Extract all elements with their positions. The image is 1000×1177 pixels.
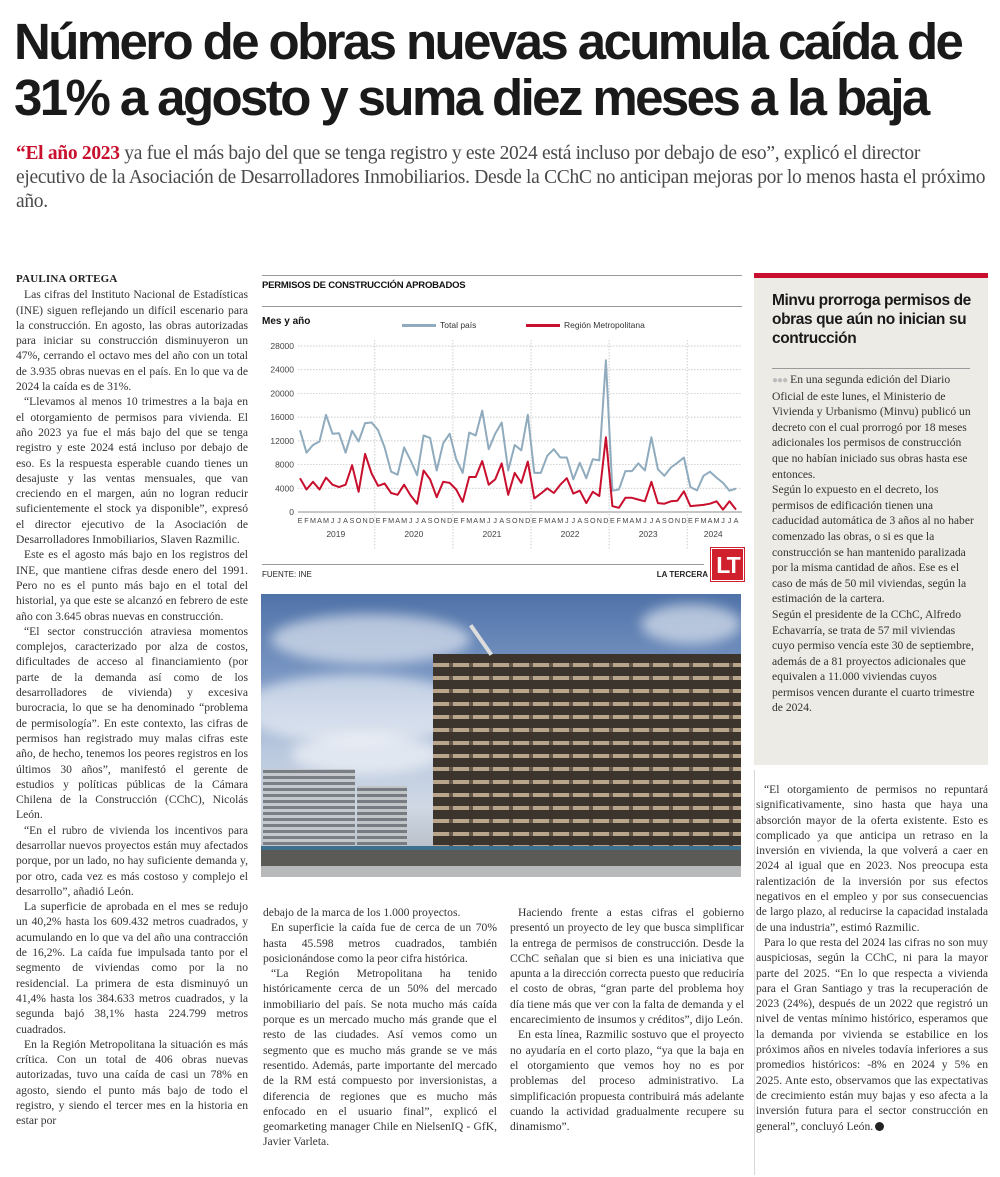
headline: Número de obras nuevas acumula caída de 31% a agosto y suma diez meses a la baja bbox=[14, 13, 962, 126]
svg-text:F: F bbox=[382, 516, 387, 525]
svg-text:J: J bbox=[493, 516, 498, 525]
svg-text:2020: 2020 bbox=[404, 529, 424, 539]
sidebar-body bbox=[772, 372, 977, 716]
sidebar-rule bbox=[772, 368, 970, 369]
background-tower bbox=[357, 786, 407, 854]
deck-subtitle bbox=[16, 142, 991, 214]
paragraph: “El sector construcción atraviesa momentos complejos, caracterizado por alza de costos, dificultades de acceso al financiamiento (por parte de la demanda así como de los desarrolladores de vivienda) y excesiva burocracia, lo que se ha denominado “problema de permisología”. En este contexto, las cifras de permisos han registrado muy malas cifras este año, de hecho, tenemos los peores registros en los últimos 30 años”, manifestó el gerente de estudios y políticas públicas de la Cámara Chilena de la Construcción (CChC), Nicolás León. bbox=[16, 624, 248, 822]
chart-permisos bbox=[262, 272, 746, 587]
paragraph: “En el rubro de vivienda los incentivos para desarrollar nuevos proyectos están muy afectados porque, por un lado, no hay suficiente demanda y, por otro, cada vez es más costoso y complejo el desarrollo”, añadió León. bbox=[16, 823, 248, 898]
legend-label: Total país bbox=[440, 320, 477, 330]
deck-text: ya fue el más bajo del que se tenga registro y este 2024 está incluso por debajo de eso”, explicó el director ejecutivo de la Asociación de Desarrolladores Inmobiliarios. Desde la CChC no anticipan mejoras por lo menos hasta el próximo año. bbox=[16, 143, 986, 212]
svg-text:O: O bbox=[355, 516, 362, 525]
paragraph: En la Región Metropolitana la situación es más crítica. Con un total de 406 obras nuevas autorizadas, tuvo una caída de casi un 78% en agosto, siendo el punto más bajo de todo el registro, y siendo el tercer mes en la historia en estar por bbox=[16, 1037, 248, 1128]
street-level bbox=[261, 846, 741, 877]
chart-brand: LA TERCERA bbox=[656, 570, 708, 579]
cloud bbox=[291, 734, 441, 774]
paragraph: Haciendo frente a estas cifras el gobierno presentó un proyecto de ley que busca simplificar la entrega de permisos de construcción. Desde la CChC señalan que si bien es una iniciativa que apunta a la dirección correcta puesto que reduciría el costo de obras, “gran parte del problema hoy día tiene más que ver con la falta de demanda y el encarecimiento de insumos y créditos”, dijo León. bbox=[510, 906, 744, 1027]
svg-text:E: E bbox=[375, 516, 381, 525]
svg-text:F: F bbox=[616, 516, 622, 525]
byline: PAULINA ORTEGA bbox=[16, 273, 118, 285]
svg-text:J: J bbox=[337, 516, 341, 525]
svg-text:2021: 2021 bbox=[482, 529, 502, 539]
svg-text:M: M bbox=[557, 516, 564, 525]
svg-text:J: J bbox=[408, 516, 413, 525]
svg-text:S: S bbox=[505, 516, 511, 525]
svg-text:2024: 2024 bbox=[703, 529, 723, 539]
background-tower bbox=[263, 769, 355, 854]
paragraph: Las cifras del Instituto Nacional de Estadísticas (INE) siguen reflejando un difícil escenario para la construcción. En agosto, las obras autorizadas para iniciar su construcción disminuyeron un 47%, cerrando el octavo mes del año con un total de 3.935 obras nuevas en el país. En lo que va de 2024 la caída es de 31%. bbox=[16, 288, 248, 394]
legend-swatch-rm bbox=[526, 324, 560, 327]
legend-total-pais bbox=[402, 320, 476, 330]
svg-text:A: A bbox=[343, 516, 348, 525]
svg-text:20000: 20000 bbox=[270, 388, 294, 399]
sidebar-paragraph: Según el presidente de la CChC, Alfredo Echavarría, se trata de 57 mil viviendas cuyo permiso vencía este 30 de septiembre, además de a 81 proyectos adicionales que equivalen a 11.000 viviendas cuyos permisos vencen durante el cuarto trimestre de 2024. bbox=[772, 607, 975, 715]
svg-text:16000: 16000 bbox=[270, 412, 294, 423]
svg-text:M: M bbox=[388, 516, 395, 525]
svg-text:D: D bbox=[525, 516, 531, 525]
deck-highlight: “El año 2023 bbox=[16, 143, 120, 164]
svg-text:M: M bbox=[700, 516, 707, 525]
svg-text:O: O bbox=[590, 516, 596, 525]
column-divider bbox=[754, 770, 755, 1175]
paragraph: Este es el agosto más bajo en los registros del INE, que mantiene cifras desde enero del 1991. Pero no es el punto más bajo en el total del historial, ya que este se alcanzó en febrero de este año con 3.645 obras nuevas en construcción. bbox=[16, 548, 248, 623]
svg-text:N: N bbox=[518, 516, 524, 525]
svg-text:J: J bbox=[721, 516, 725, 525]
svg-text:F: F bbox=[694, 516, 700, 525]
svg-text:28000: 28000 bbox=[270, 341, 294, 351]
svg-text:S: S bbox=[583, 516, 589, 525]
svg-text:E: E bbox=[531, 516, 537, 525]
svg-text:2022: 2022 bbox=[560, 529, 580, 539]
svg-text:F: F bbox=[538, 516, 543, 525]
sidebar-title: Minvu prorroga permisos de obras que aún no inician su contrucción bbox=[772, 292, 971, 347]
end-mark-icon bbox=[875, 1122, 884, 1131]
svg-text:S: S bbox=[427, 516, 433, 525]
svg-text:N: N bbox=[596, 516, 602, 525]
svg-text:N: N bbox=[674, 516, 681, 525]
building-under-construction bbox=[433, 654, 741, 849]
svg-text:A: A bbox=[395, 516, 401, 525]
svg-text:A: A bbox=[499, 516, 505, 525]
legend-region-metropolitana bbox=[526, 320, 645, 330]
sidebar-box bbox=[754, 273, 988, 765]
article-column-2 bbox=[263, 905, 497, 1150]
paragraph: La superficie de aprobada en el mes se redujo un 40,2% hasta los 609.432 metros cuadrados, y acumulando en lo que va del año una contracción de 16,2%. La caída fue impulsada tanto por el segmento de viviendas como por la no residencial. La primera de esta disminuyó un 41,4% hasta los 384.633 metros cuadrados, y la segunda bajó 38,1% hasta 224.799 metros cuadrados. bbox=[16, 900, 248, 1036]
svg-text:A: A bbox=[577, 516, 583, 525]
svg-text:J: J bbox=[649, 516, 654, 525]
bullet-dots-icon: ●●● bbox=[772, 375, 788, 386]
svg-text:J: J bbox=[415, 516, 419, 525]
svg-text:0: 0 bbox=[289, 507, 294, 517]
paragraph: “El otorgamiento de permisos no repuntará significativamente, sino hasta que haya una absorción mayor de la oferta existente. Esto es complicado ya que anticipa un retraso en la inversión en vivienda, la que volverá a caer en 2024 al igual que en 2023. Nos preocupa esta ralentización de la inversión por sus efectos negativos en el empleo y por sus consecuencias de largo plazo, al reducirse la capacidad instalada de una industria”, estimó Razmilic. bbox=[756, 783, 988, 934]
svg-text:A: A bbox=[317, 516, 322, 525]
svg-text:J: J bbox=[565, 516, 569, 525]
svg-text:2019: 2019 bbox=[326, 529, 346, 539]
svg-text:J: J bbox=[727, 516, 732, 525]
svg-text:A: A bbox=[551, 516, 557, 525]
cloud bbox=[641, 604, 741, 644]
svg-text:M: M bbox=[401, 516, 408, 525]
paragraph: “Llevamos al menos 10 trimestres a la baja en el otorgamiento de permisos para vivienda. El año 2023 ya fue el más bajo del que se tenga registro y este 2024 está incluso por debajo de eso. Es la respuesta esperable cuando tienes un desajuste y las ventas mensuales, que van creciendo en el margen, aún no logran reducir suficientemente el stock ya disponible”, expresó el director ejecutivo de la Asociación de Desarrolladores Inmobiliarios, Slaven Razmilic. bbox=[16, 395, 248, 547]
svg-text:J: J bbox=[330, 516, 335, 525]
svg-text:E: E bbox=[297, 516, 303, 525]
legend-label: Región Metropolitana bbox=[564, 320, 645, 330]
paragraph-text: Para lo que resta del 2024 las cifras no son muy auspiciosas, según la CChC, ni para la mayor parte del 2025. “En lo que respecta a vivienda para el Gran Santiago y tras la recuperación de 2023 (24%), después de un 2022 que registró un nivel de ventas mínimo histórico, esperamos que la demanda por vivienda se estabilice en los próximos años en niveles todavía inferiores a sus promedios históricos: -8% en 2024 y 5% en 2025. Ante esto, observamos que las expectativas de crecimiento están muy bajas y eso afecta a la inversión futura para el sector construcción en general”, concluyó León. bbox=[756, 935, 988, 1133]
paragraph: En esta línea, Razmilic sostuvo que el proyecto no ayudaría en el corto plazo, “ya que la baja en el otorgamiento que vemos hoy no es por problemas del proceso administrativo. La simplificación propuesta contribuirá más adelante cuando la actividad gradualmente recupere su dinamismo”. bbox=[510, 1028, 744, 1134]
svg-text:M: M bbox=[622, 516, 629, 525]
line-chart-plot bbox=[262, 332, 746, 552]
svg-text:M: M bbox=[466, 516, 473, 525]
svg-text:M: M bbox=[479, 516, 486, 525]
article-column-4 bbox=[756, 782, 988, 1134]
paragraph: En superficie la caída fue de cerca de un 70% hasta 45.598 metros cuadrados, también posicionándose como la peor cifra histórica. bbox=[263, 921, 497, 965]
svg-text:J: J bbox=[571, 516, 576, 525]
svg-text:D: D bbox=[368, 516, 375, 525]
article-column-3 bbox=[510, 905, 744, 1134]
svg-text:M: M bbox=[713, 516, 720, 525]
svg-text:S: S bbox=[662, 516, 667, 525]
chart-bottom-rule bbox=[262, 564, 704, 565]
svg-text:D: D bbox=[447, 516, 453, 525]
construction-photo bbox=[261, 594, 741, 877]
paragraph bbox=[756, 935, 988, 1134]
svg-text:O: O bbox=[668, 516, 674, 525]
svg-text:A: A bbox=[655, 516, 661, 525]
article-column-1 bbox=[16, 272, 248, 1129]
svg-text:12000: 12000 bbox=[270, 435, 294, 446]
crane bbox=[469, 624, 493, 656]
svg-text:S: S bbox=[349, 516, 355, 525]
svg-text:J: J bbox=[486, 516, 491, 525]
svg-text:8000: 8000 bbox=[275, 459, 294, 470]
svg-text:E: E bbox=[453, 516, 459, 525]
svg-text:N: N bbox=[362, 516, 368, 525]
sidebar-paragraph: Según lo expuesto en el decreto, los permisos de edificación tienen una caducidad automática de 3 años al no haber comenzado las obras, o si es que la construcción se han mantenido paralizada por la misma cantidad de años. Ese es el caso de más de 50 mil viviendas, según la estimación de la cartera. bbox=[772, 483, 974, 606]
svg-text:E: E bbox=[609, 516, 615, 525]
paragraph: debajo de la marca de los 1.000 proyectos. bbox=[263, 906, 461, 919]
svg-text:E: E bbox=[688, 516, 693, 525]
svg-text:F: F bbox=[460, 516, 465, 525]
svg-text:A: A bbox=[421, 516, 427, 525]
sidebar-paragraph: En una segunda edición del Diario Oficial de este lunes, el Ministerio de Vivienda y Urbanismo (Minvu) publicó un decreto con el cual prorrogó por 18 meses adicionales los permisos de construcción que no habían iniciado sus obras hasta ese entonces. bbox=[772, 373, 971, 481]
svg-text:J: J bbox=[643, 516, 647, 525]
svg-text:O: O bbox=[433, 516, 440, 525]
svg-text:O: O bbox=[511, 516, 518, 525]
svg-text:24000: 24000 bbox=[270, 364, 294, 375]
svg-text:A: A bbox=[629, 516, 635, 525]
svg-text:F: F bbox=[304, 516, 309, 525]
svg-text:D: D bbox=[603, 516, 609, 525]
svg-text:D: D bbox=[681, 516, 687, 525]
svg-text:4000: 4000 bbox=[275, 483, 294, 494]
chart-top-rule bbox=[262, 275, 742, 276]
svg-text:N: N bbox=[440, 516, 446, 525]
legend-swatch-total bbox=[402, 324, 436, 327]
la-tercera-logo-icon: LT bbox=[711, 548, 744, 581]
svg-text:M: M bbox=[544, 516, 551, 525]
chart-source: FUENTE: INE bbox=[262, 570, 312, 579]
svg-text:A: A bbox=[473, 516, 479, 525]
paragraph: “La Región Metropolitana ha tenido históricamente cerca de un 50% del mercado inmobiliario del país. Se nota mucho más caída porque es un mercado mucho más grande que el resto de las ciudades. Así vemos como un segmento que es mucho más grande se ve más resentido. Además, parte importante del mercado de la RM está compuesto por inversionistas, a diferencia de regiones que es mucho más enfocado en el usuario final”, explicó el geomarketing manager Chile en NielsenIQ - GfK, Javier Varleta. bbox=[263, 967, 497, 1149]
chart-title-rule bbox=[262, 306, 742, 307]
svg-text:A: A bbox=[733, 516, 739, 525]
svg-text:A: A bbox=[707, 516, 713, 525]
chart-y-label: Mes y año bbox=[262, 316, 311, 327]
svg-text:2023: 2023 bbox=[638, 529, 658, 539]
svg-text:M: M bbox=[323, 516, 330, 525]
chart-title: PERMISOS DE CONSTRUCCIÓN APROBADOS bbox=[262, 280, 466, 291]
svg-text:M: M bbox=[310, 516, 317, 525]
svg-text:M: M bbox=[635, 516, 642, 525]
